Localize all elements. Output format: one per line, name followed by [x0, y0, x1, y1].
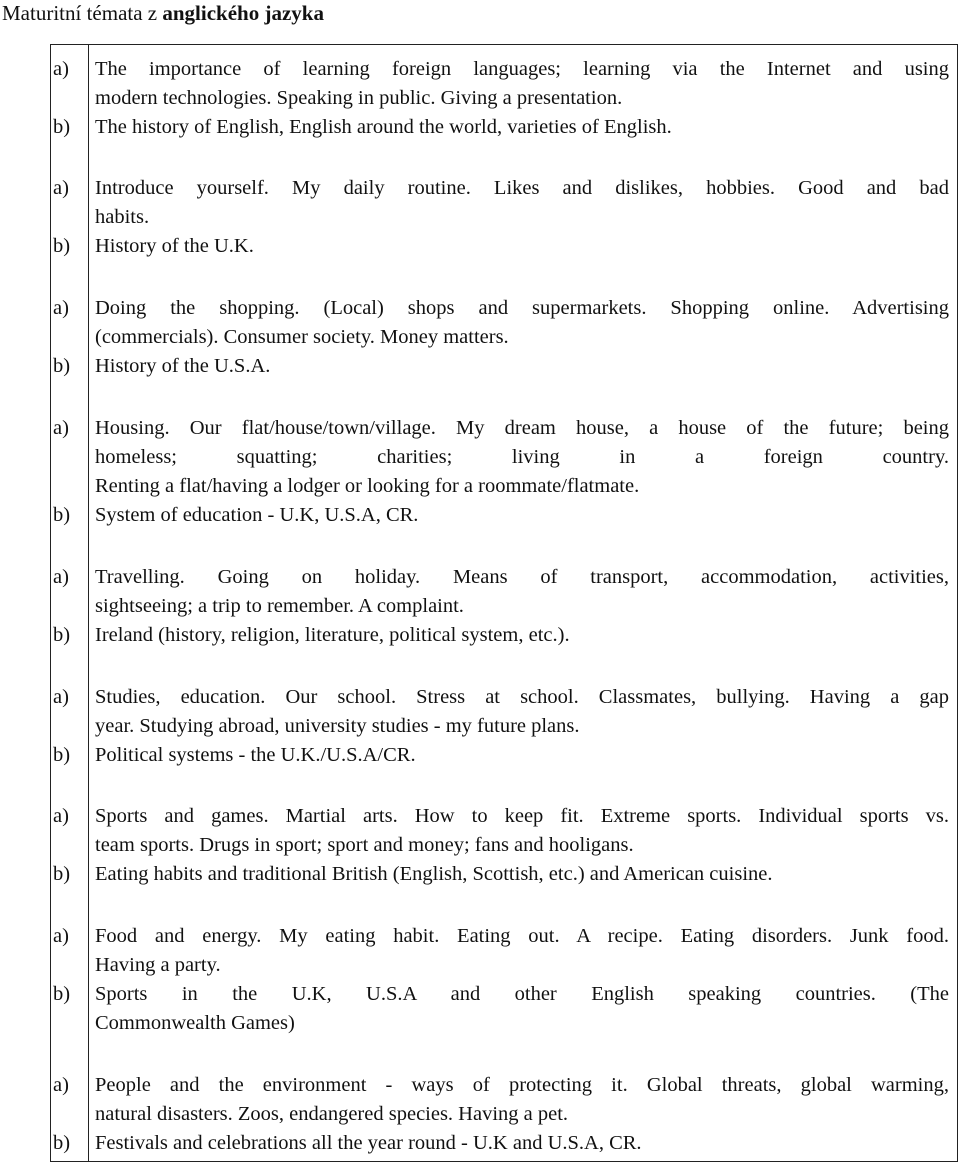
topic-text-cell — [89, 264, 958, 384]
topics-table — [50, 44, 958, 1162]
topic-b-line: History of the U.K. — [95, 235, 254, 258]
label-spacer — [53, 1100, 88, 1129]
topic-label-cell — [51, 892, 89, 1041]
page-title — [2, 0, 324, 26]
topic-part-label-b: b) — [53, 863, 71, 886]
topic-a-line: team sports. Drugs in sport; sport and money; fans and hooligans. — [95, 834, 634, 857]
topic-b-line: The history of English, English around the world, varieties of English. — [95, 116, 672, 138]
topic-part-label-a: a) — [53, 58, 69, 80]
topic-part-label-a: a) — [53, 177, 69, 200]
topic-label-cell — [51, 653, 89, 773]
topic-a-line: Having a party. — [95, 953, 221, 976]
topic-b-line: Commonwealth Games) — [95, 1011, 295, 1034]
topic-row — [51, 384, 958, 533]
topic-a-line: habits. — [95, 206, 150, 229]
topic-part-label-a: a) — [53, 416, 69, 439]
topic-a-line: sightseeing; a trip to remember. A complaint. — [95, 594, 464, 617]
topic-part-label-b: b) — [53, 235, 71, 258]
topic-label-cell — [51, 384, 89, 533]
topic-part-label-b: b) — [53, 354, 71, 377]
topic-part-label-b: b) — [53, 1132, 71, 1155]
topic-text-cell — [89, 533, 958, 653]
topic-a-line: Housing. Our flat/house/town/village. My dream house, a house of the future; being — [95, 416, 949, 439]
topic-b-line: History of the U.S.A. — [95, 354, 271, 377]
topic-part-label-a: a) — [53, 924, 69, 947]
topic-row — [51, 892, 958, 1041]
topic-row — [51, 1041, 958, 1161]
topic-row — [51, 772, 958, 892]
topic-text-cell — [89, 772, 958, 892]
topic-b-line: Festivals and celebrations all the year round - U.K and U.S.A, CR. — [95, 1132, 642, 1155]
topic-row — [51, 45, 958, 145]
topic-a-line: Sports and games. Martial arts. How to keep fit. Extreme sports. Individual sports vs. — [95, 805, 949, 828]
label-spacer — [53, 323, 88, 352]
topic-label-cell — [51, 144, 89, 264]
topic-text-cell — [89, 892, 958, 1041]
topic-b-line: Sports in the U.K, U.S.A and other English speaking countries. (The — [95, 982, 949, 1005]
topic-label-cell — [51, 45, 89, 145]
label-spacer — [53, 472, 88, 501]
topic-part-label-a: a) — [53, 1074, 69, 1097]
topic-a-line: Travelling. Going on holiday. Means of transport, accommodation, activities, — [95, 565, 949, 588]
topic-b-line: Eating habits and traditional British (English, Scottish, etc.) and American cuisine. — [95, 863, 773, 886]
label-spacer — [53, 831, 88, 860]
topic-b-line: Ireland (history, religion, literature, political system, etc.). — [95, 623, 570, 646]
topic-row — [51, 264, 958, 384]
topic-a-line: Doing the shopping. (Local) shops and supermarkets. Shopping online. Advertising — [95, 296, 949, 319]
topic-a-line: homeless; squatting; charities; living in a foreign country. — [95, 445, 949, 468]
topic-a-line: (commercials). Consumer society. Money matters. — [95, 325, 509, 348]
topic-text-cell — [89, 45, 958, 145]
topic-a-line: Renting a flat/having a lodger or looking for a roommate/flatmate. — [95, 474, 640, 497]
topic-label-cell — [51, 1041, 89, 1161]
topic-a-line: The importance of learning foreign languages; learning via the Internet and using — [95, 58, 949, 80]
page-title-bold: anglického jazyka — [162, 1, 324, 25]
topics-body — [51, 45, 958, 1162]
topic-label-cell — [51, 533, 89, 653]
topic-text-cell — [89, 1041, 958, 1161]
topic-part-label-b: b) — [53, 116, 71, 138]
topic-row — [51, 533, 958, 653]
topic-part-label-a: a) — [53, 565, 69, 588]
label-spacer — [53, 84, 88, 113]
page-title-prefix: Maturitní témata z — [2, 1, 158, 25]
topic-text-cell — [89, 653, 958, 773]
label-spacer — [53, 712, 88, 741]
label-spacer — [53, 443, 88, 472]
topic-a-line: Introduce yourself. My daily routine. Likes and dislikes, hobbies. Good and bad — [95, 177, 949, 200]
topic-a-line: People and the environment - ways of protecting it. Global threats, global warming, — [95, 1074, 949, 1097]
topic-part-label-a: a) — [53, 805, 69, 828]
topic-part-label-b: b) — [53, 623, 71, 646]
topic-a-line: Food and energy. My eating habit. Eating out. A recipe. Eating disorders. Junk food. — [95, 924, 949, 947]
topic-label-cell — [51, 772, 89, 892]
topic-b-line: System of education - U.K, U.S.A, CR. — [95, 503, 419, 526]
topic-b-line: Political systems - the U.K./U.S.A/CR. — [95, 743, 416, 766]
topic-part-label-b: b) — [53, 743, 71, 766]
label-spacer — [53, 203, 88, 232]
topic-a-line: year. Studying abroad, university studies - my future plans. — [95, 714, 580, 737]
topic-text-cell — [89, 384, 958, 533]
topic-label-cell — [51, 264, 89, 384]
topic-text-cell — [89, 144, 958, 264]
topic-part-label-a: a) — [53, 685, 69, 708]
label-spacer — [53, 592, 88, 621]
topic-a-line: Studies, education. Our school. Stress at school. Classmates, bullying. Having a gap — [95, 685, 949, 708]
topic-part-label-a: a) — [53, 296, 69, 319]
topic-row — [51, 144, 958, 264]
topic-part-label-b: b) — [53, 503, 71, 526]
label-spacer — [53, 951, 88, 980]
topic-part-label-b: b) — [53, 982, 71, 1005]
topic-a-line: modern technologies. Speaking in public. Giving a presentation. — [95, 87, 623, 109]
topic-row — [51, 653, 958, 773]
topic-a-line: natural disasters. Zoos, endangered species. Having a pet. — [95, 1103, 569, 1126]
label-spacer — [53, 1009, 88, 1038]
